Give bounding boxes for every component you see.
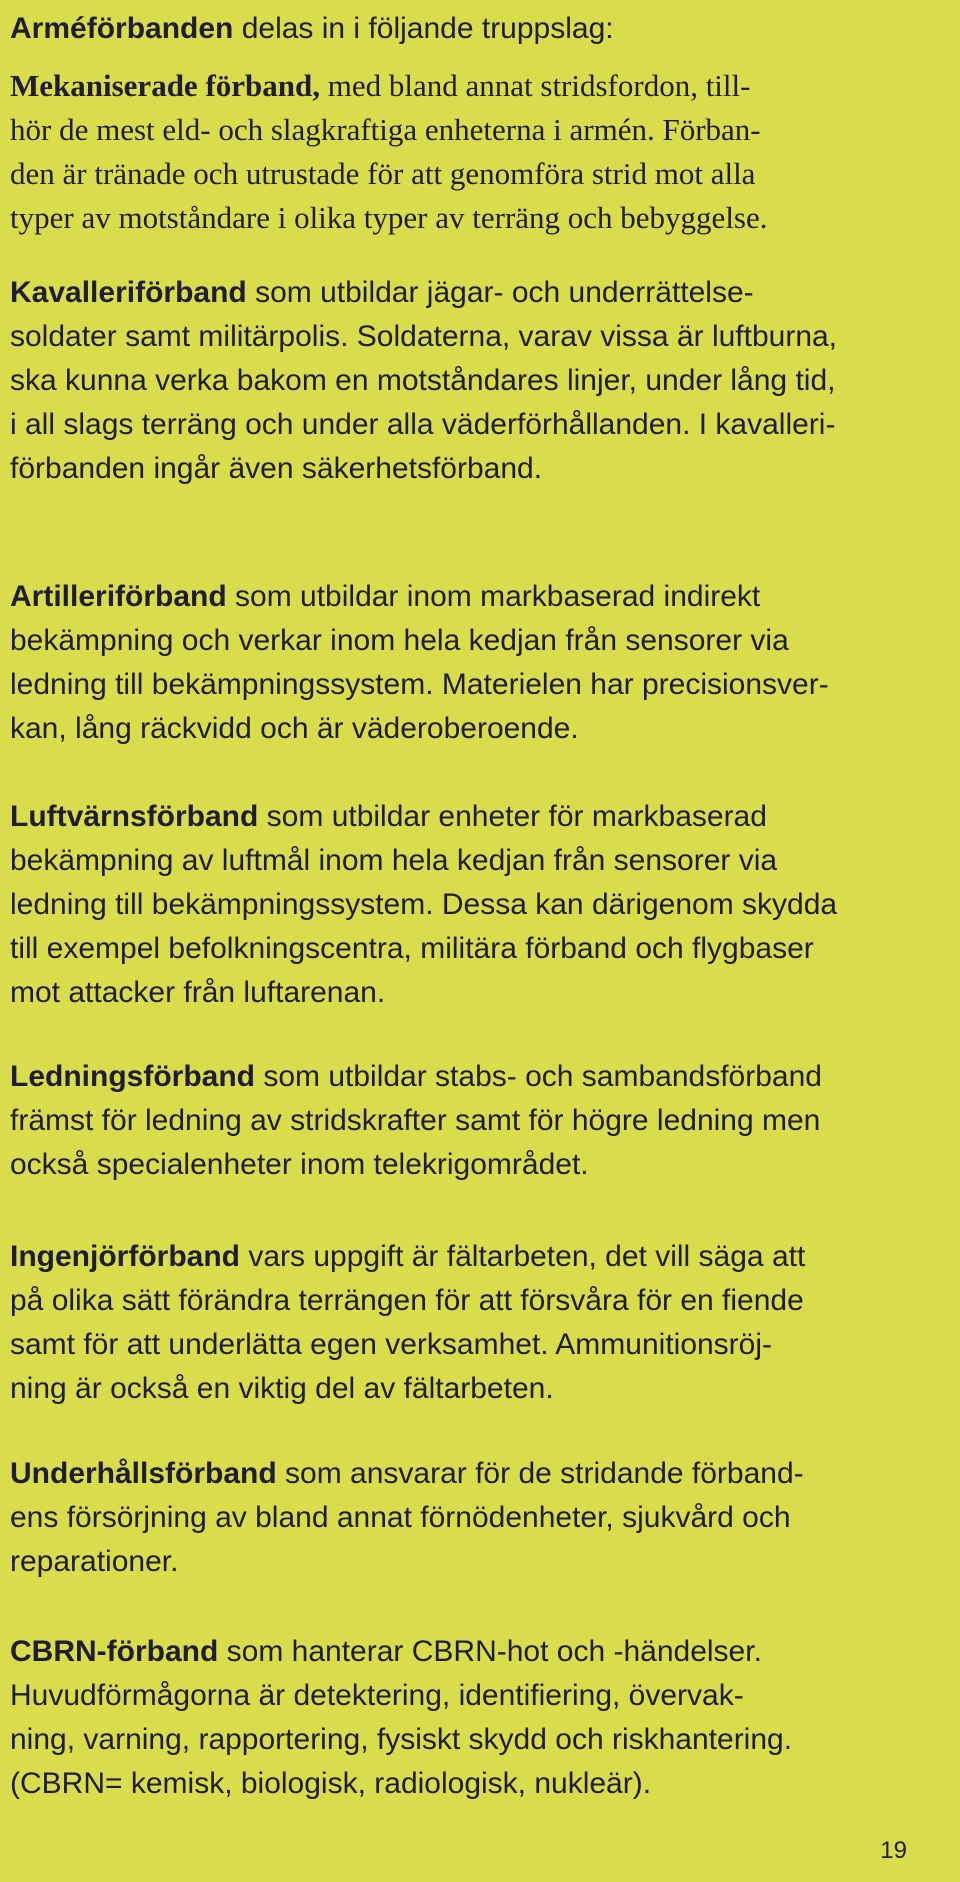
paragraph-line: (CBRN= kemisk, biologisk, radiologisk, nukleär). (10, 1767, 652, 1800)
page-number: 19 (880, 1837, 907, 1864)
paragraph-term: Ledningsförband (10, 1060, 255, 1093)
paragraph-line: kan, lång räckvidd och är väderoberoende. (10, 712, 579, 745)
paragraph-line: den är tränade och utrustade för att genomföra strid mot alla (10, 156, 756, 191)
intro-text: delas in i följande truppslag: (233, 12, 614, 45)
paragraph-term: Underhållsförband (10, 1457, 277, 1490)
paragraph-text: med bland annat stridsfordon, till- (320, 68, 751, 103)
paragraph-term: Ingenjörförband (10, 1240, 240, 1273)
paragraph-line (10, 64, 945, 108)
paragraph-line: ning är också en viktig del av fältarbeten. (10, 1372, 554, 1405)
paragraph-line: förbanden ingår även säkerhetsförband. (10, 452, 543, 485)
paragraph-term: Mekaniserade förband, (10, 68, 320, 103)
paragraph-text: som utbildar jägar- och underrättelse- (246, 276, 754, 309)
paragraph-luftvarn (10, 795, 945, 1015)
paragraph-line: i all slags terräng och under alla väderförhållanden. I kavalleri- (10, 408, 836, 441)
paragraph-line: främst för ledning av stridskrafter samt för högre ledning men (10, 1104, 821, 1137)
paragraph-line (10, 271, 945, 315)
paragraph-line (10, 1630, 945, 1674)
paragraph-term: Kavalleriförband (10, 276, 247, 309)
paragraph-line: typer av motståndare i olika typer av terräng och bebyggelse. (10, 200, 768, 235)
paragraph-line: ledning till bekämpningssystem. Dessa kan därigenom skydda (10, 888, 838, 921)
paragraph-text: som ansvarar för de stridande förband- (276, 1457, 804, 1490)
paragraph-line: ens försörjning av bland annat förnödenheter, sjukvård och (10, 1501, 791, 1534)
paragraph-line: också specialenheter inom telekrigområdet. (10, 1148, 589, 1181)
paragraph-text: vars uppgift är fältarbeten, det vill säga att (239, 1240, 806, 1273)
intro-line (10, 8, 614, 50)
intro-term: Arméförbanden (10, 12, 234, 45)
paragraph-line: bekämpning av luftmål inom hela kedjan från sensorer via (10, 844, 778, 877)
paragraph-mekaniserade (10, 64, 945, 240)
paragraph-text: som hanterar CBRN-hot och -händelser. (218, 1635, 762, 1668)
paragraph-line (10, 795, 945, 839)
paragraph-line: ning, varning, rapportering, fysiskt skydd och riskhantering. (10, 1723, 793, 1756)
paragraph-line: hör de mest eld- och slagkraftiga enheterna i armén. Förban- (10, 112, 761, 147)
paragraph-line: på olika sätt förändra terrängen för att försvåra för en fiende (10, 1284, 804, 1317)
paragraph-underhall (10, 1452, 945, 1584)
paragraph-line: soldater samt militärpolis. Soldaterna, varav vissa är luftburna, (10, 320, 838, 353)
paragraph-line: reparationer. (10, 1545, 179, 1578)
paragraph-line (10, 1452, 945, 1496)
paragraph-line: samt för att underlätta egen verksamhet. Ammunitionsröj- (10, 1328, 773, 1361)
paragraph-line (10, 1235, 945, 1279)
paragraph-line: ledning till bekämpningssystem. Materielen har precisionsver- (10, 668, 829, 701)
paragraph-line (10, 1055, 945, 1099)
paragraph-term: Artilleriförband (10, 580, 227, 613)
paragraph-line: mot attacker från luftarenan. (10, 976, 386, 1009)
paragraph-text: som utbildar inom markbaserad indirekt (226, 580, 761, 613)
paragraph-lednings (10, 1055, 945, 1187)
paragraph-line: ska kunna verka bakom en motståndares linjer, under lång tid, (10, 364, 836, 397)
paragraph-line: bekämpning och verkar inom hela kedjan från sensorer via (10, 624, 789, 657)
paragraph-line: till exempel befolkningscentra, militära förband och flygbaser (10, 932, 814, 965)
paragraph-line: Huvudförmågorna är detektering, identifiering, övervak- (10, 1679, 744, 1712)
paragraph-term: Luftvärnsförband (10, 800, 259, 833)
paragraph-ingenjor (10, 1235, 945, 1411)
paragraph-kavalleri (10, 271, 945, 491)
paragraph-text: som utbildar enheter för markbaserad (258, 800, 767, 833)
paragraph-line (10, 575, 945, 619)
paragraph-cbrn (10, 1630, 945, 1806)
paragraph-artilleri (10, 575, 945, 751)
paragraph-text: som utbildar stabs- och sambandsförband (254, 1060, 822, 1093)
paragraph-term: CBRN-förband (10, 1635, 219, 1668)
